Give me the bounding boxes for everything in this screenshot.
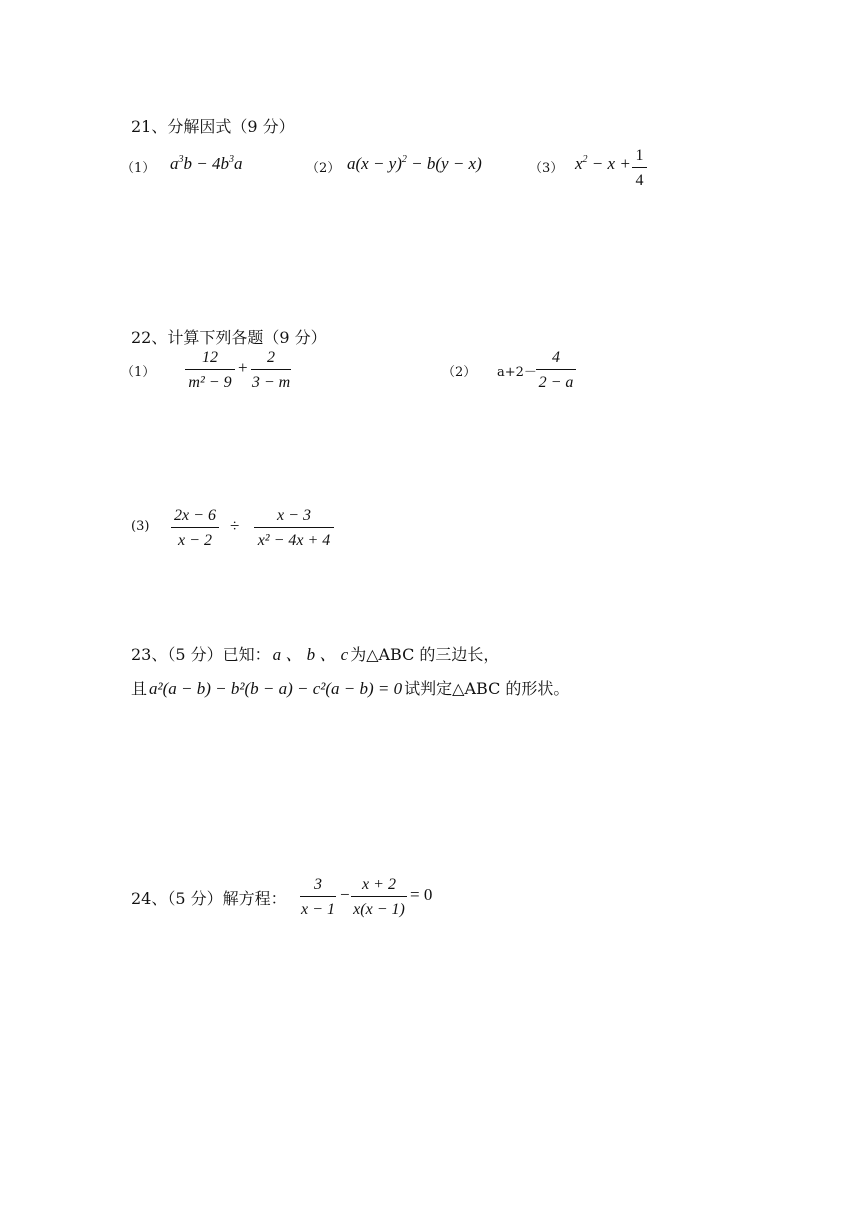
q21-part1-label: （1） (121, 161, 156, 176)
q21-part2-label: （2） (306, 161, 341, 176)
q23-line2-suffix: 试判定△ABC 的形状。 (404, 679, 570, 698)
fraction-bar (351, 896, 407, 897)
minus-sign: − (340, 885, 350, 904)
q23-line2-prefix: 且 (131, 679, 148, 698)
fraction-bar (300, 896, 336, 897)
q23-line2 (131, 676, 569, 699)
q21-part2-expression: $a(x - y)^2 - b(y - x)$ (347, 154, 482, 173)
fraction-denominator: 3 − m (251, 374, 291, 391)
fraction-numerator: 2 (267, 349, 275, 366)
fraction-numerator: x + 2 (362, 876, 396, 893)
q22-part3-fraction2 (254, 505, 334, 551)
q24-prefix: 24、（5 分）解方程： (131, 889, 287, 908)
q22-part2-fraction (536, 347, 576, 393)
q23-line1-suffix: 为△ABC 的三边长， (350, 645, 500, 664)
q21-part3-expression: $x^2 - x$ + (575, 154, 631, 173)
fraction-denominator: x − 2 (178, 532, 212, 549)
q21-part3-label: （3） (529, 161, 564, 176)
division-sign: ÷ (230, 516, 240, 535)
fraction-bar (185, 369, 235, 370)
q22-part3-fraction1 (171, 505, 219, 551)
q22-part2-label: （2） (442, 365, 477, 380)
fraction-denominator: 4 (635, 172, 644, 189)
fraction-numerator: x − 3 (277, 507, 311, 524)
q23-line1 (131, 640, 499, 665)
q24-rhs: = 0 (410, 885, 433, 904)
fraction-numerator: 12 (202, 349, 218, 366)
fraction-numerator: 1 (635, 147, 644, 164)
fraction-denominator: x − 1 (301, 901, 335, 918)
q22-title: 22、计算下列各题（9 分） (131, 328, 327, 347)
fraction-numerator: 2x − 6 (174, 507, 216, 524)
fraction-bar (171, 527, 219, 528)
q22-part1-fraction2 (251, 347, 291, 393)
q23-line1-variables: a 、 b 、 c (272, 645, 349, 664)
q21-part1-expression: $a^3b - 4b^3a$ (170, 154, 243, 173)
fraction-denominator: x² − 4x + 4 (257, 532, 331, 549)
fraction-bar (536, 369, 576, 370)
q23-line2-expression: a²(a − b) − b²(b − a) − c²(a − b) = 0 (149, 679, 403, 698)
q21-part3-fraction (632, 145, 647, 191)
fraction-denominator: 2 − a (538, 374, 574, 391)
plus-sign: + (238, 358, 248, 377)
q22-part2-prefix: a+2－ (497, 365, 537, 380)
q21-title: 21、分解因式（9 分） (131, 117, 295, 136)
fraction-denominator: m² − 9 (188, 374, 232, 391)
q22-part1-fraction1 (185, 347, 235, 393)
q24-fraction2 (351, 874, 407, 920)
q22-part3-label: (3) (131, 519, 150, 534)
q22-part1-label: （1） (121, 365, 156, 380)
fraction-numerator: 4 (552, 349, 560, 366)
q23-line1-prefix: 23、（5 分）已知： (131, 645, 271, 664)
q24-fraction1 (300, 874, 336, 920)
fraction-bar (251, 369, 291, 370)
fraction-numerator: 3 (314, 876, 322, 893)
fraction-bar (254, 527, 334, 528)
fraction-bar (632, 167, 647, 168)
fraction-denominator: x(x − 1) (353, 901, 405, 918)
